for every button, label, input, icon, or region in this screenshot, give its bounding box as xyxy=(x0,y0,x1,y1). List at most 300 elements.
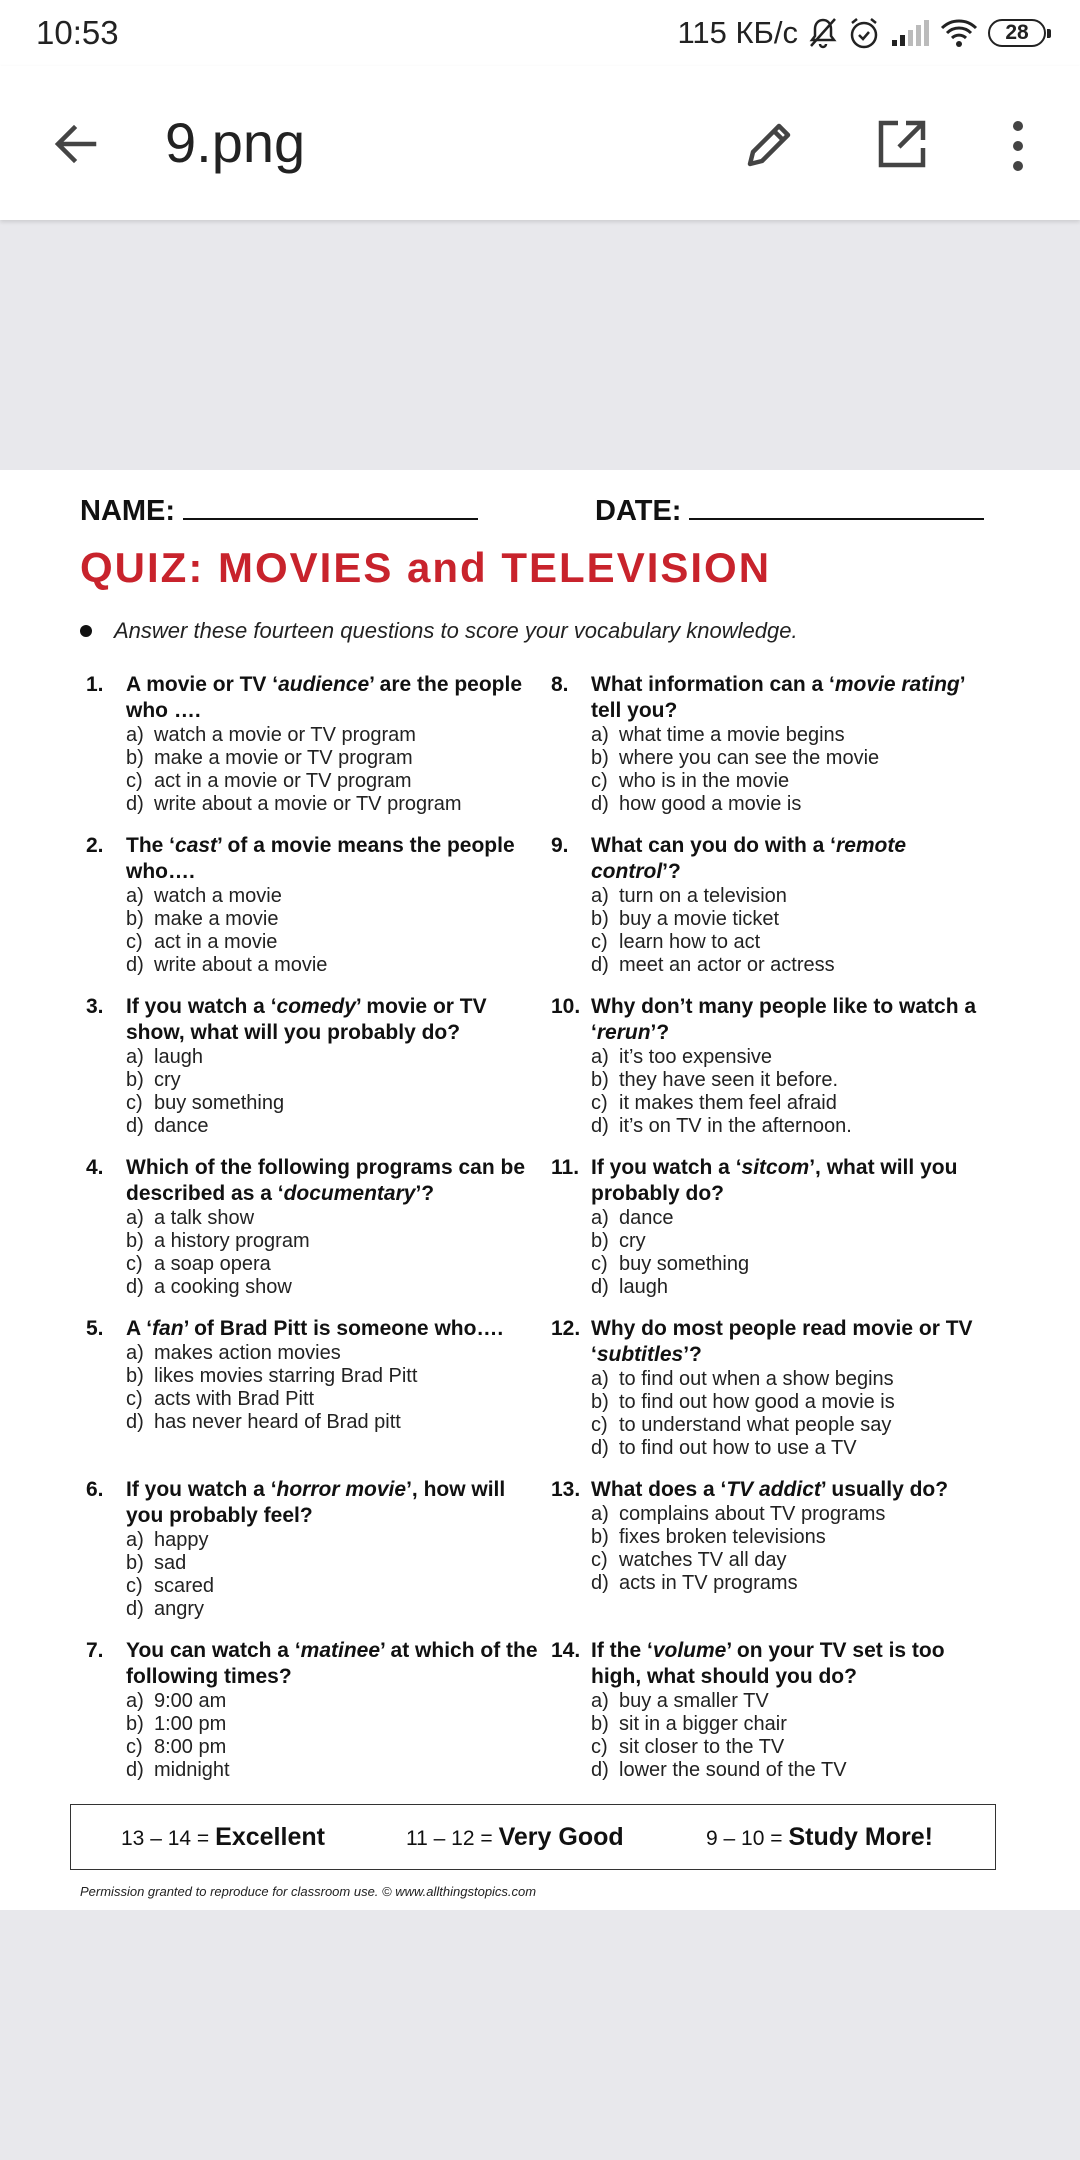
question-number: 14. xyxy=(551,1639,581,1662)
option-letter: a) xyxy=(591,885,609,907)
question-text-end: ’ tell you? xyxy=(591,673,965,722)
question-header xyxy=(551,833,1006,885)
vocabulary-term: horror movie xyxy=(276,1478,407,1501)
option-text: cry xyxy=(619,1230,646,1252)
answer-option xyxy=(126,770,551,793)
answer-option xyxy=(126,1736,551,1759)
answer-options xyxy=(86,1342,551,1434)
answer-option xyxy=(126,1690,551,1713)
answer-options xyxy=(551,885,1006,977)
option-text: watch a movie or TV program xyxy=(154,724,416,746)
option-text: watch a movie xyxy=(154,885,282,907)
answer-option xyxy=(591,1759,1006,1782)
question-text-start: A movie or TV ‘ xyxy=(126,673,279,696)
answer-option xyxy=(591,1713,1006,1736)
option-letter: c) xyxy=(126,931,143,953)
question-number: 5. xyxy=(86,1317,104,1340)
more-vert-icon xyxy=(1000,116,1036,176)
status-bar xyxy=(0,0,1080,66)
option-letter: c) xyxy=(591,1414,608,1436)
vocabulary-term: remote control xyxy=(591,834,907,883)
answer-option xyxy=(591,1690,1006,1713)
option-letter: a) xyxy=(126,1046,144,1068)
answer-option xyxy=(591,931,1006,954)
option-text: fixes broken televisions xyxy=(619,1526,826,1548)
answer-option xyxy=(126,1529,551,1552)
option-text: to find out when a show begins xyxy=(619,1368,894,1390)
question-text-start: You can watch a ‘ xyxy=(126,1639,301,1662)
question-text xyxy=(591,1155,1006,1207)
option-letter: b) xyxy=(591,1069,609,1091)
option-text: act in a movie xyxy=(154,931,278,953)
question-text xyxy=(126,672,551,724)
vocabulary-term: subtitles xyxy=(596,1343,684,1366)
question-text-end: ’ of a movie means the people who…. xyxy=(126,834,515,883)
option-text: sit closer to the TV xyxy=(619,1736,785,1758)
answer-option xyxy=(126,1759,551,1782)
edit-button[interactable] xyxy=(740,114,800,174)
quiz-question xyxy=(551,1155,1006,1316)
back-button[interactable] xyxy=(48,116,104,172)
question-number: 8. xyxy=(551,673,569,696)
option-letter: d) xyxy=(126,954,144,976)
question-header xyxy=(551,1638,1006,1690)
option-letter: b) xyxy=(591,1713,609,1735)
option-text: act in a movie or TV program xyxy=(154,770,412,792)
quiz-question xyxy=(551,1477,1006,1638)
option-text: scared xyxy=(154,1575,215,1597)
option-letter: a) xyxy=(126,1690,144,1712)
option-letter: a) xyxy=(591,1503,609,1525)
answer-options xyxy=(551,724,1006,816)
option-letter: b) xyxy=(126,1069,144,1091)
answer-option xyxy=(591,1572,1006,1595)
question-text-end: ’ movie or TV show, what will you probably do? xyxy=(126,995,487,1044)
option-text: it’s too expensive xyxy=(619,1046,773,1068)
answer-option xyxy=(126,1411,551,1434)
signal-icon xyxy=(890,18,930,48)
answer-option xyxy=(591,885,1006,908)
question-number: 7. xyxy=(86,1639,104,1662)
question-text-start: What information can a ‘ xyxy=(591,673,835,696)
file-title: 9.png xyxy=(165,111,306,174)
answer-option xyxy=(591,1092,1006,1115)
question-text-end: ’, what will you probably do? xyxy=(591,1156,958,1205)
network-speed: 115 КБ/с xyxy=(677,15,798,50)
answer-options xyxy=(86,1690,551,1782)
name-label: NAME: xyxy=(80,495,176,527)
question-text xyxy=(591,994,1006,1046)
open-in-new-icon xyxy=(872,114,932,174)
option-letter: b) xyxy=(126,1365,144,1387)
option-text: what time a movie begins xyxy=(619,724,845,746)
question-text-end: ’? xyxy=(683,1343,702,1366)
vocabulary-term: volume xyxy=(652,1639,727,1662)
answer-option xyxy=(591,908,1006,931)
quiz-question xyxy=(86,672,551,833)
vocabulary-term: documentary xyxy=(283,1182,416,1205)
question-text-end: ’ on your TV set is too high, what should you do? xyxy=(591,1639,945,1688)
option-text: watches TV all day xyxy=(619,1549,787,1571)
answer-option xyxy=(591,793,1006,816)
score-excellent xyxy=(121,1823,406,1852)
answer-option xyxy=(591,1414,1006,1437)
option-text: a history program xyxy=(154,1230,310,1252)
question-text xyxy=(126,833,551,885)
question-text xyxy=(591,1638,1006,1690)
question-text-start: Why do most people read movie or TV ‘ xyxy=(591,1317,973,1366)
option-letter: d) xyxy=(591,954,609,976)
open-external-button[interactable] xyxy=(872,114,932,174)
question-number: 4. xyxy=(86,1156,104,1179)
quiz-question xyxy=(86,994,551,1155)
answer-option xyxy=(126,1388,551,1411)
option-text: to find out how good a movie is xyxy=(619,1391,895,1413)
answer-option xyxy=(126,1230,551,1253)
question-header xyxy=(551,672,1006,724)
option-text: how good a movie is xyxy=(619,793,802,815)
option-letter: c) xyxy=(591,1549,608,1571)
option-text: they have seen it before. xyxy=(619,1069,839,1091)
option-text: acts in TV programs xyxy=(619,1572,798,1594)
option-letter: d) xyxy=(126,1759,144,1781)
question-number: 3. xyxy=(86,995,104,1018)
option-letter: c) xyxy=(126,1388,143,1410)
question-text-end: ’? xyxy=(650,1021,670,1044)
quiz-question xyxy=(551,833,1006,994)
answer-option xyxy=(126,1092,551,1115)
option-letter: d) xyxy=(591,1572,609,1594)
option-letter: d) xyxy=(591,1437,609,1459)
question-number: 12. xyxy=(551,1317,581,1340)
question-text-start: What can you do with a ‘ xyxy=(591,834,837,857)
option-letter: d) xyxy=(126,793,144,815)
name-date-row xyxy=(80,492,1010,528)
quiz-question xyxy=(551,1316,1006,1477)
answer-option xyxy=(591,1046,1006,1069)
option-letter: d) xyxy=(126,1411,144,1433)
option-text: makes action movies xyxy=(154,1342,341,1364)
option-text: it’s on TV in the afternoon. xyxy=(619,1115,852,1137)
answer-options xyxy=(86,1529,551,1621)
option-text: dance xyxy=(619,1207,674,1229)
answer-options xyxy=(551,1046,1006,1138)
option-text: acts with Brad Pitt xyxy=(154,1388,315,1410)
question-number: 6. xyxy=(86,1478,104,1501)
option-text: turn on a television xyxy=(619,885,787,907)
option-letter: c) xyxy=(591,1092,608,1114)
answer-option xyxy=(126,1046,551,1069)
option-text: 9:00 am xyxy=(154,1690,227,1712)
option-letter: c) xyxy=(591,1253,608,1275)
option-letter: a) xyxy=(126,1342,144,1364)
option-text: a talk show xyxy=(154,1207,255,1229)
quiz-question xyxy=(86,1155,551,1316)
answer-option xyxy=(591,1253,1006,1276)
answer-options xyxy=(551,1690,1006,1782)
question-number: 11. xyxy=(551,1156,580,1179)
vocabulary-term: movie rating xyxy=(834,673,960,696)
option-letter: c) xyxy=(126,1092,143,1114)
date-label: DATE: xyxy=(595,495,682,527)
question-header xyxy=(86,1477,551,1529)
score-range: 13 – 14 = xyxy=(121,1826,210,1850)
option-letter: b) xyxy=(591,908,609,930)
question-text xyxy=(126,1155,551,1207)
answer-option xyxy=(591,1736,1006,1759)
answer-option xyxy=(126,1207,551,1230)
quiz-question xyxy=(551,672,1006,833)
answer-options xyxy=(86,1046,551,1138)
option-text: learn how to act xyxy=(619,931,761,953)
option-letter: c) xyxy=(591,770,608,792)
answer-option xyxy=(126,1253,551,1276)
vocabulary-term: fan xyxy=(152,1317,184,1340)
app-bar xyxy=(0,66,1080,220)
vocabulary-term: audience xyxy=(278,673,370,696)
question-text-start: If you watch a ‘ xyxy=(126,1478,277,1501)
quiz-question xyxy=(551,1638,1006,1799)
vocabulary-term: rerun xyxy=(596,1021,651,1044)
option-text: laugh xyxy=(619,1276,668,1298)
question-number: 1. xyxy=(86,673,104,696)
score-label: Very Good xyxy=(498,1822,624,1851)
wifi-icon xyxy=(940,18,978,48)
option-letter: c) xyxy=(591,1736,608,1758)
vocabulary-term: sitcom xyxy=(741,1156,810,1179)
more-options-button[interactable] xyxy=(1000,116,1036,176)
option-text: happy xyxy=(154,1529,209,1551)
answer-option xyxy=(126,793,551,816)
question-number: 2. xyxy=(86,834,104,857)
option-text: who is in the movie xyxy=(619,770,790,792)
option-text: 8:00 pm xyxy=(154,1736,227,1758)
answer-option xyxy=(126,885,551,908)
question-text-end: ’ of Brad Pitt is someone who…. xyxy=(183,1317,504,1340)
answer-option xyxy=(591,1276,1006,1299)
question-number: 13. xyxy=(551,1478,581,1501)
status-icons xyxy=(677,12,1046,54)
question-text-start: If the ‘ xyxy=(591,1639,653,1662)
score-label: Excellent xyxy=(215,1822,325,1851)
answer-option xyxy=(126,1069,551,1092)
question-text-end: ’, how will you probably feel? xyxy=(126,1478,506,1527)
option-letter: d) xyxy=(126,1598,144,1620)
quiz-question xyxy=(86,1638,551,1799)
answer-option xyxy=(591,1115,1006,1138)
answer-option xyxy=(126,1598,551,1621)
option-letter: b) xyxy=(126,1713,144,1735)
answer-option xyxy=(591,1437,1006,1460)
question-text-end: ’? xyxy=(662,860,681,883)
question-header xyxy=(86,994,551,1046)
answer-option xyxy=(126,1115,551,1138)
questions-left-column xyxy=(86,672,551,1799)
question-text-end: ’? xyxy=(415,1182,435,1205)
option-letter: d) xyxy=(591,1276,609,1298)
questions-right-column xyxy=(551,672,1006,1799)
question-number: 9. xyxy=(551,834,569,857)
answer-option xyxy=(126,724,551,747)
answer-options xyxy=(551,1207,1006,1299)
arrow-left-icon xyxy=(48,116,104,172)
answer-options xyxy=(86,1207,551,1299)
option-text: angry xyxy=(154,1598,205,1620)
document-image[interactable] xyxy=(0,470,1080,1910)
option-text: midnight xyxy=(154,1759,230,1781)
score-very-good xyxy=(406,1823,706,1852)
answer-option xyxy=(126,1276,551,1299)
vocabulary-term: matinee xyxy=(300,1639,381,1662)
question-header xyxy=(551,1155,1006,1207)
answer-option xyxy=(591,1391,1006,1414)
option-letter: a) xyxy=(591,724,609,746)
question-text xyxy=(126,994,551,1046)
question-text-start: If you watch a ‘ xyxy=(126,995,277,1018)
question-text xyxy=(126,1477,551,1529)
option-text: a cooking show xyxy=(154,1276,292,1298)
question-text-start: A ‘ xyxy=(126,1317,153,1340)
option-text: buy something xyxy=(619,1253,750,1275)
option-text: dance xyxy=(154,1115,209,1137)
option-letter: b) xyxy=(591,1230,609,1252)
option-letter: d) xyxy=(591,1115,609,1137)
question-text-start: Why don’t many people like to watch a ‘ xyxy=(591,995,977,1044)
answer-option xyxy=(591,1549,1006,1572)
answer-option xyxy=(591,1368,1006,1391)
option-text: make a movie or TV program xyxy=(154,747,413,769)
option-text: meet an actor or actress xyxy=(619,954,835,976)
question-text-end: ’ at which of the following times? xyxy=(126,1639,538,1688)
option-letter: a) xyxy=(591,1368,609,1390)
question-text-start: Which of the following programs can be described as a ‘ xyxy=(126,1156,526,1205)
option-text: write about a movie xyxy=(154,954,328,976)
option-text: likes movies starring Brad Pitt xyxy=(154,1365,418,1387)
status-time: 10:53 xyxy=(36,14,119,51)
score-range: 11 – 12 = xyxy=(406,1826,493,1850)
option-letter: d) xyxy=(591,793,609,815)
option-letter: c) xyxy=(126,1736,143,1758)
score-study-more xyxy=(706,1823,933,1852)
vocabulary-term: comedy xyxy=(276,995,356,1018)
option-letter: a) xyxy=(591,1046,609,1068)
option-letter: a) xyxy=(591,1690,609,1712)
question-header xyxy=(86,833,551,885)
quiz-question xyxy=(86,1477,551,1638)
answer-options xyxy=(86,885,551,977)
answer-option xyxy=(591,1503,1006,1526)
option-text: lower the sound of the TV xyxy=(619,1759,847,1781)
question-text-start: The ‘ xyxy=(126,834,176,857)
option-letter: a) xyxy=(126,1529,144,1551)
instruction xyxy=(80,618,798,644)
question-header xyxy=(86,1155,551,1207)
date-field xyxy=(595,492,984,528)
vocabulary-term: cast xyxy=(175,834,218,857)
answer-option xyxy=(591,1526,1006,1549)
option-letter: b) xyxy=(126,1230,144,1252)
answer-option xyxy=(126,1713,551,1736)
option-text: a soap opera xyxy=(154,1253,271,1275)
option-letter: b) xyxy=(126,908,144,930)
vocabulary-term: TV addict xyxy=(726,1478,821,1501)
option-text: sad xyxy=(154,1552,187,1574)
instruction-text: Answer these fourteen questions to score your vocabulary knowledge. xyxy=(114,618,798,643)
question-text xyxy=(126,1638,551,1690)
score-label: Study More! xyxy=(788,1822,933,1851)
option-letter: d) xyxy=(126,1115,144,1137)
option-text: laugh xyxy=(154,1046,203,1068)
name-field xyxy=(80,492,595,528)
question-text-end: ’ are the people who …. xyxy=(126,673,523,722)
option-text: write about a movie or TV program xyxy=(154,793,462,815)
bullet-icon xyxy=(80,625,92,637)
answer-options xyxy=(86,724,551,816)
option-letter: a) xyxy=(126,1207,144,1229)
bell-muted-icon xyxy=(808,16,838,50)
option-text: complains about TV programs xyxy=(619,1503,886,1525)
answer-options xyxy=(551,1368,1006,1460)
option-letter: c) xyxy=(126,1253,143,1275)
quiz-question xyxy=(86,833,551,994)
answer-option xyxy=(126,931,551,954)
option-letter: a) xyxy=(126,724,144,746)
question-text xyxy=(591,1316,1006,1368)
answer-option xyxy=(126,1575,551,1598)
score-range: 9 – 10 = xyxy=(706,1826,783,1850)
quiz-title: QUIZ: MOVIES and TELEVISION xyxy=(80,544,772,591)
permission-note: Permission granted to reproduce for classroom use. © www.allthingstopics.com xyxy=(80,1884,537,1899)
questions-grid xyxy=(86,672,1006,1799)
name-line xyxy=(183,492,478,520)
option-text: to understand what people say xyxy=(619,1414,892,1436)
answer-option xyxy=(591,724,1006,747)
question-text xyxy=(591,672,1006,724)
question-header xyxy=(86,1316,551,1342)
answer-option xyxy=(126,954,551,977)
option-letter: b) xyxy=(591,1526,609,1548)
answer-option xyxy=(126,908,551,931)
option-text: sit in a bigger chair xyxy=(619,1713,787,1735)
option-letter: d) xyxy=(591,1759,609,1781)
quiz-question xyxy=(86,1316,551,1477)
question-text-end: ’ usually do? xyxy=(820,1478,949,1501)
option-letter: b) xyxy=(126,1552,144,1574)
option-letter: d) xyxy=(126,1276,144,1298)
option-text: buy a movie ticket xyxy=(619,908,780,930)
answer-option xyxy=(126,1365,551,1388)
answer-option xyxy=(591,954,1006,977)
question-text-start: What does a ‘ xyxy=(591,1478,727,1501)
question-text xyxy=(126,1316,551,1342)
option-letter: a) xyxy=(126,885,144,907)
question-header xyxy=(86,1638,551,1690)
question-text-start: If you watch a ‘ xyxy=(591,1156,742,1179)
option-text: cry xyxy=(154,1069,181,1091)
question-header xyxy=(551,994,1006,1046)
option-letter: c) xyxy=(126,770,143,792)
question-header xyxy=(86,672,551,724)
option-letter: b) xyxy=(591,747,609,769)
answer-options xyxy=(551,1503,1006,1595)
answer-option xyxy=(591,770,1006,793)
question-header xyxy=(551,1477,1006,1503)
option-letter: b) xyxy=(591,1391,609,1413)
answer-option xyxy=(591,747,1006,770)
option-letter: b) xyxy=(126,747,144,769)
option-text: it makes them feel afraid xyxy=(619,1092,837,1114)
option-text: 1:00 pm xyxy=(154,1713,227,1735)
